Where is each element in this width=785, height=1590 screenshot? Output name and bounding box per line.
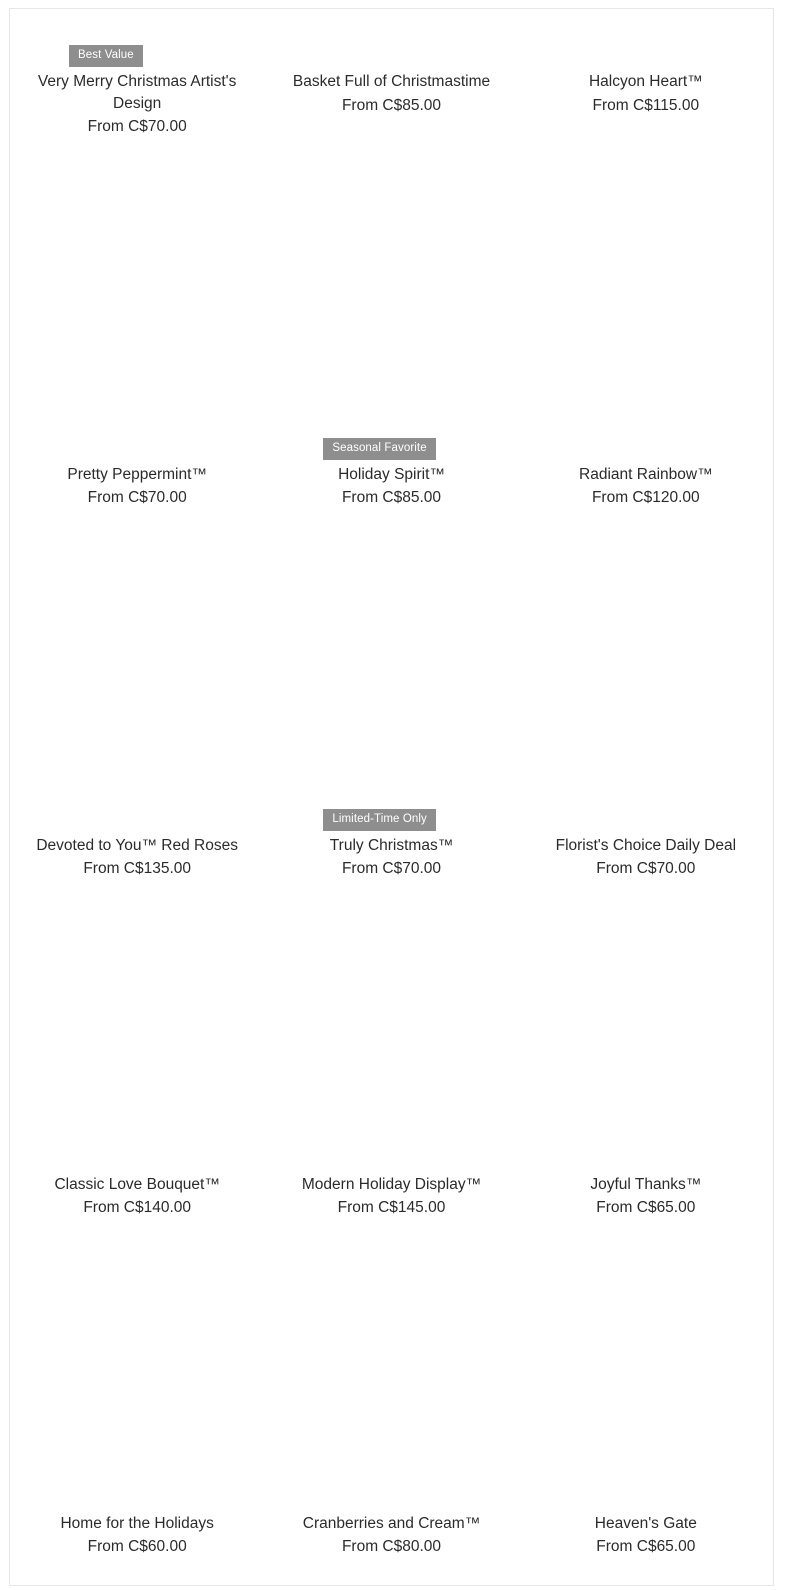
- product-title[interactable]: Holiday Spirit™: [338, 465, 445, 483]
- product-image[interactable]: [10, 1219, 264, 1509]
- product-price: From C$120.00: [591, 489, 700, 506]
- product-price: From C$140.00: [83, 1199, 192, 1216]
- product-card[interactable]: [519, 9, 773, 138]
- product-price: From C$65.00: [596, 1538, 696, 1555]
- status-badge: Best Value: [69, 45, 143, 67]
- product-title[interactable]: Joyful Thanks™: [590, 1175, 702, 1193]
- product-title[interactable]: Devoted to You™ Red Roses: [36, 836, 238, 854]
- product-price: From C$85.00: [341, 96, 442, 114]
- product-title[interactable]: Pretty Peppermint™: [67, 465, 207, 483]
- status-badge: Seasonal Favorite: [323, 438, 435, 460]
- product-title[interactable]: Very Merry Christmas Artist's Design: [37, 73, 237, 112]
- product-title[interactable]: Halcyon Heart™: [588, 73, 703, 90]
- product-price: From C$135.00: [83, 860, 192, 877]
- product-card[interactable]: [519, 1219, 773, 1558]
- product-title[interactable]: Classic Love Bouquet™: [54, 1175, 220, 1193]
- product-card[interactable]: [10, 509, 264, 880]
- product-card[interactable]: [519, 880, 773, 1219]
- product-price: From C$60.00: [87, 1538, 187, 1555]
- product-row: [10, 138, 773, 509]
- product-badge-slot: [519, 438, 773, 460]
- product-badge-slot: [264, 809, 518, 831]
- product-image[interactable]: [10, 138, 264, 438]
- product-grid: [10, 9, 773, 1558]
- product-card[interactable]: [264, 509, 518, 880]
- product-badge-slot: [10, 45, 264, 67]
- product-price: From C$80.00: [341, 1538, 442, 1555]
- product-title[interactable]: Heaven's Gate: [594, 1514, 697, 1532]
- product-image[interactable]: [519, 138, 773, 438]
- product-badge-slot: [519, 809, 773, 831]
- product-badge-slot: [264, 438, 518, 460]
- product-image[interactable]: [264, 138, 518, 438]
- product-title[interactable]: Modern Holiday Display™: [301, 1175, 482, 1193]
- product-badge-slot: [519, 45, 773, 67]
- product-title[interactable]: Florist's Choice Daily Deal: [555, 836, 737, 854]
- product-badge-slot: [264, 45, 518, 67]
- product-price: From C$85.00: [341, 489, 442, 506]
- product-image[interactable]: [519, 880, 773, 1170]
- product-image[interactable]: [264, 9, 518, 45]
- product-title[interactable]: Radiant Rainbow™: [579, 465, 713, 483]
- product-image[interactable]: [10, 9, 264, 45]
- product-card[interactable]: [264, 1219, 518, 1558]
- product-image[interactable]: [264, 880, 518, 1170]
- product-row: [10, 9, 773, 138]
- product-card[interactable]: [264, 880, 518, 1219]
- product-price: From C$65.00: [596, 1199, 696, 1216]
- product-price: From C$70.00: [596, 860, 696, 877]
- product-card[interactable]: [519, 138, 773, 509]
- product-image[interactable]: [10, 880, 264, 1170]
- product-card[interactable]: [10, 9, 264, 138]
- product-title[interactable]: Truly Christmas™: [329, 836, 454, 854]
- product-image[interactable]: [10, 509, 264, 809]
- product-card[interactable]: [264, 138, 518, 509]
- product-image[interactable]: [519, 9, 773, 45]
- product-card[interactable]: [10, 1219, 264, 1558]
- product-title[interactable]: Home for the Holidays: [60, 1514, 214, 1532]
- product-price: From C$70.00: [341, 860, 442, 877]
- product-card[interactable]: [10, 880, 264, 1219]
- product-price: From C$115.00: [592, 96, 700, 114]
- product-price: From C$145.00: [337, 1199, 446, 1216]
- product-listing-page: [9, 8, 774, 1586]
- product-image[interactable]: [519, 509, 773, 809]
- product-price: From C$70.00: [87, 489, 187, 506]
- product-row: [10, 880, 773, 1219]
- product-image[interactable]: [264, 1219, 518, 1509]
- product-card[interactable]: [519, 509, 773, 880]
- product-card[interactable]: [10, 138, 264, 509]
- product-row: [10, 1219, 773, 1558]
- product-badge-slot: [10, 438, 264, 460]
- product-badge-slot: [10, 809, 264, 831]
- product-row: [10, 509, 773, 880]
- product-card[interactable]: [264, 9, 518, 138]
- status-badge: Limited-Time Only: [323, 809, 436, 831]
- product-title[interactable]: Basket Full of Christmastime: [292, 73, 491, 90]
- product-image[interactable]: [519, 1219, 773, 1509]
- product-image[interactable]: [264, 509, 518, 809]
- product-price: From C$70.00: [87, 118, 187, 135]
- product-title[interactable]: Cranberries and Cream™: [302, 1514, 481, 1532]
